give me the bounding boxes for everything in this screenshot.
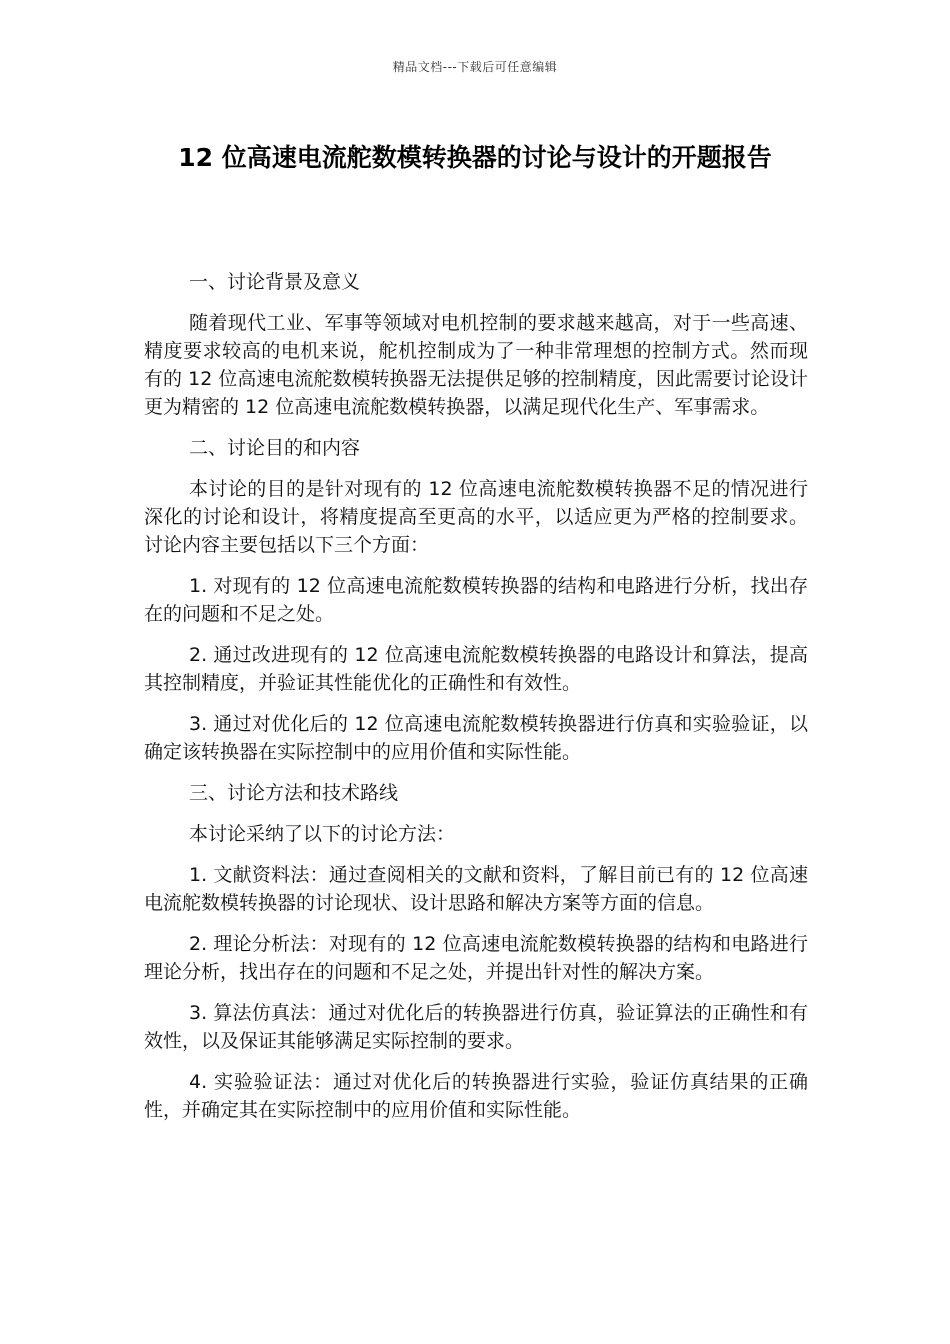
list-item-method-2: 2. 理论分析法：对现有的 12 位高速电流舵数模转换器的结构和电路进行理论分析，找出存在的问题和不足之处，并提出针对性的解决方案。 (144, 933, 808, 983)
document-title: 12 位高速电流舵数模转换器的讨论与设计的开题报告 (178, 143, 772, 172)
list-item-purpose-3: 3. 通过对优化后的 12 位高速电流舵数模转换器进行仿真和实验验证，以确定该转换器在实际控制中的应用价值和实际性能。 (144, 713, 808, 763)
header-note: 精品文档---下载后可任意编辑 (392, 60, 558, 74)
section-heading-methods: 三、讨论方法和技术路线 (189, 782, 399, 804)
paragraph-purpose-intro: 本讨论的目的是针对现有的 12 位高速电流舵数模转换器不足的情况进行深化的讨论和设计，将精度提高至更高的水平，以适应更为严格的控制要求。讨论内容主要包括以下三个方面： (144, 478, 808, 556)
paragraph-background: 随着现代工业、军事等领域对电机控制的要求越来越高，对于一些高速、精度要求较高的电机来说，舵机控制成为了一种非常理想的控制方式。然而现有的 12 位高速电流舵数模转换器无法提供足够的控制精度，因此需要讨论设计更为精密的 12 位高速电流舵数模转换器，以满足现代化生产、军事需求。 (144, 312, 808, 418)
list-item-method-1: 1. 文献资料法：通过查阅相关的文献和资料，了解目前已有的 12 位高速电流舵数模转换器的讨论现状、设计思路和解决方案等方面的信息。 (144, 864, 808, 914)
list-item-method-3: 3. 算法仿真法：通过对优化后的转换器进行仿真，验证算法的正确性和有效性，以及保证其能够满足实际控制的要求。 (144, 1002, 808, 1052)
section-heading-background: 一、讨论背景及意义 (189, 271, 361, 293)
list-item-method-4: 4. 实验验证法：通过对优化后的转换器进行实验，验证仿真结果的正确性，并确定其在实际控制中的应用价值和实际性能。 (144, 1071, 808, 1121)
section-heading-purpose: 二、讨论目的和内容 (189, 437, 361, 459)
document-body (144, 268, 808, 1137)
paragraph-methods-intro: 本讨论采纳了以下的讨论方法： (189, 823, 456, 845)
list-item-purpose-1: 1. 对现有的 12 位高速电流舵数模转换器的结构和电路进行分析，找出存在的问题和不足之处。 (144, 575, 808, 625)
list-item-purpose-2: 2. 通过改进现有的 12 位高速电流舵数模转换器的电路设计和算法，提高其控制精度，并验证其性能优化的正确性和有效性。 (144, 644, 808, 694)
